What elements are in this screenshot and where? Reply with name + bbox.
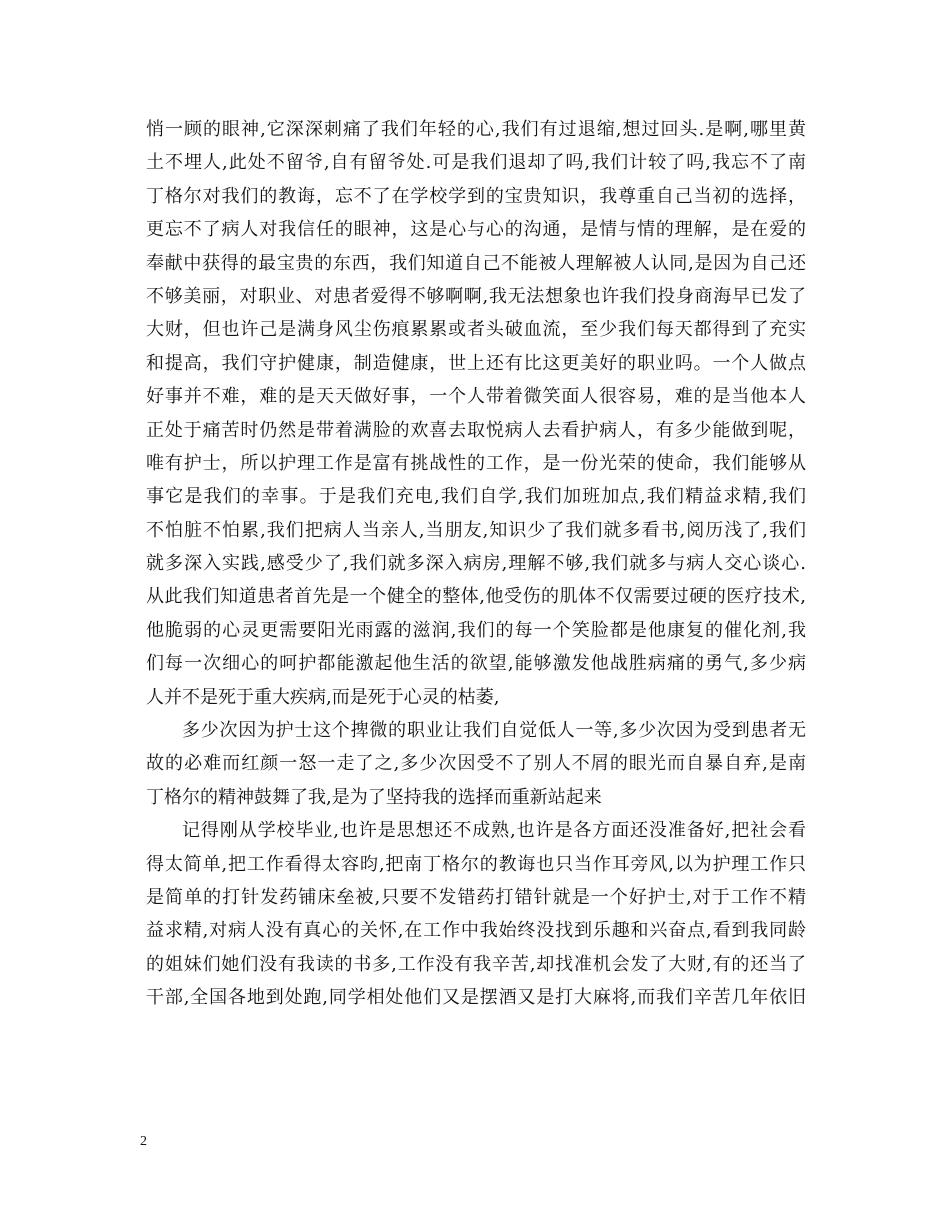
- text-line: 大财，但也许己是满身风尘伤痕累累或者头破血流，至少我们每天都得到了充实: [146, 319, 806, 341]
- text-line: 的姐妹们她们没有我读的书多,工作没有我辛苦,却找准机会发了大财,有的还当了: [146, 953, 806, 975]
- text-line: 事它是我们的幸事。于是我们充电,我们自学,我们加班加点,我们精益求精,我们: [146, 486, 806, 508]
- text-line: 丁格尔对我们的教诲，忘不了在学校学到的宝贵知识，我尊重自己当初的选择，: [146, 185, 806, 207]
- text-line: 土不埋人,此处不留爷,自有留爷处.可是我们退却了吗,我们计较了吗,我忘不了南: [146, 152, 806, 174]
- text-line: 悄一顾的眼神,它深深刺痛了我们年轻的心,我们有过退缩,想过回头.是啊,哪里黄: [146, 119, 806, 140]
- text-line: 奉献中获得的最宝贵的东西，我们知道自己不能被人理解被人认同,是因为自己还: [146, 252, 806, 274]
- text-line: 和提高，我们守护健康，制造健康，世上还有比这更美好的职业吗。一个人做点: [146, 352, 806, 374]
- page-number: 2: [140, 1134, 147, 1149]
- text-line: 从此我们知道患者首先是一个健全的整体,他受伤的肌体不仅需要过硬的医疗技术,: [146, 586, 806, 608]
- text-line: 不够美丽，对职业、对患者爱得不够啊啊,我无法想象也许我们投身商海早已发了: [146, 285, 806, 307]
- text-line: 们每一次细心的呵护都能激起他生活的欲望,能够激发他战胜病痛的勇气,多少病: [146, 653, 806, 675]
- text-line: 记得刚从学校毕业,也许是思想还不成熟,也许是各方面还没准备好,把社会看: [182, 820, 806, 842]
- text-line: 丁格尔的精神鼓舞了我,是为了坚持我的选择而重新站起来: [146, 786, 602, 808]
- text-line: 他脆弱的心灵更需要阳光雨露的滋润,我们的每一个笑脸都是他康复的催化剂,我: [146, 619, 806, 641]
- text-line: 更忘不了病人对我信任的眼神，这是心与心的沟通，是情与情的理解，是在爱的: [146, 219, 806, 241]
- text-line: 好事并不难，难的是天天做好事，一个人带着微笑面人很容易，难的是当他本人: [146, 386, 806, 408]
- text-line: 不怕脏不怕累,我们把病人当亲人,当朋友,知识少了我们就多看书,阅历浅了,我们: [146, 519, 806, 541]
- text-line: 是简单的打针发药铺床垒被,只要不发错药打错针就是一个好护士,对于工作不精: [146, 886, 806, 908]
- text-line: 得太简单,把工作看得太容昀,把南丁格尔的教诲也只当作耳旁风,以为护理工作只: [146, 853, 806, 875]
- text-line: 正处于痛苦时仍然是带着满脸的欢喜去取悦病人去看护病人，有多少能做到呢，: [146, 419, 806, 441]
- text-line: 人并不是死于重大疾病,而是死于心灵的枯萎,: [146, 686, 500, 708]
- text-line: 益求精,对病人没有真心的关怀,在工作中我始终没找到乐趣和兴奋点,看到我同龄: [146, 920, 806, 942]
- text-line: 就多深入实践,感受少了,我们就多深入病房,理解不够,我们就多与病人交心谈心.: [146, 553, 806, 575]
- body-text: [146, 113, 806, 1015]
- text-line: 唯有护士，所以护理工作是富有挑战性的工作，是一份光荣的使命，我们能够从: [146, 452, 806, 474]
- text-line: 多少次因为护士这个捭微的职业让我们自觉低人一等,多少次因为受到患者无: [182, 720, 806, 742]
- text-line: 故的必难而红颜一怒一走了之,多少次因受不了别人不屑的眼光而自暴自弃,是南: [146, 753, 806, 775]
- text-line: 干部,全国各地到处跑,同学相处他们又是摆酒又是打大麻将,而我们辛苦几年依旧: [146, 987, 806, 1009]
